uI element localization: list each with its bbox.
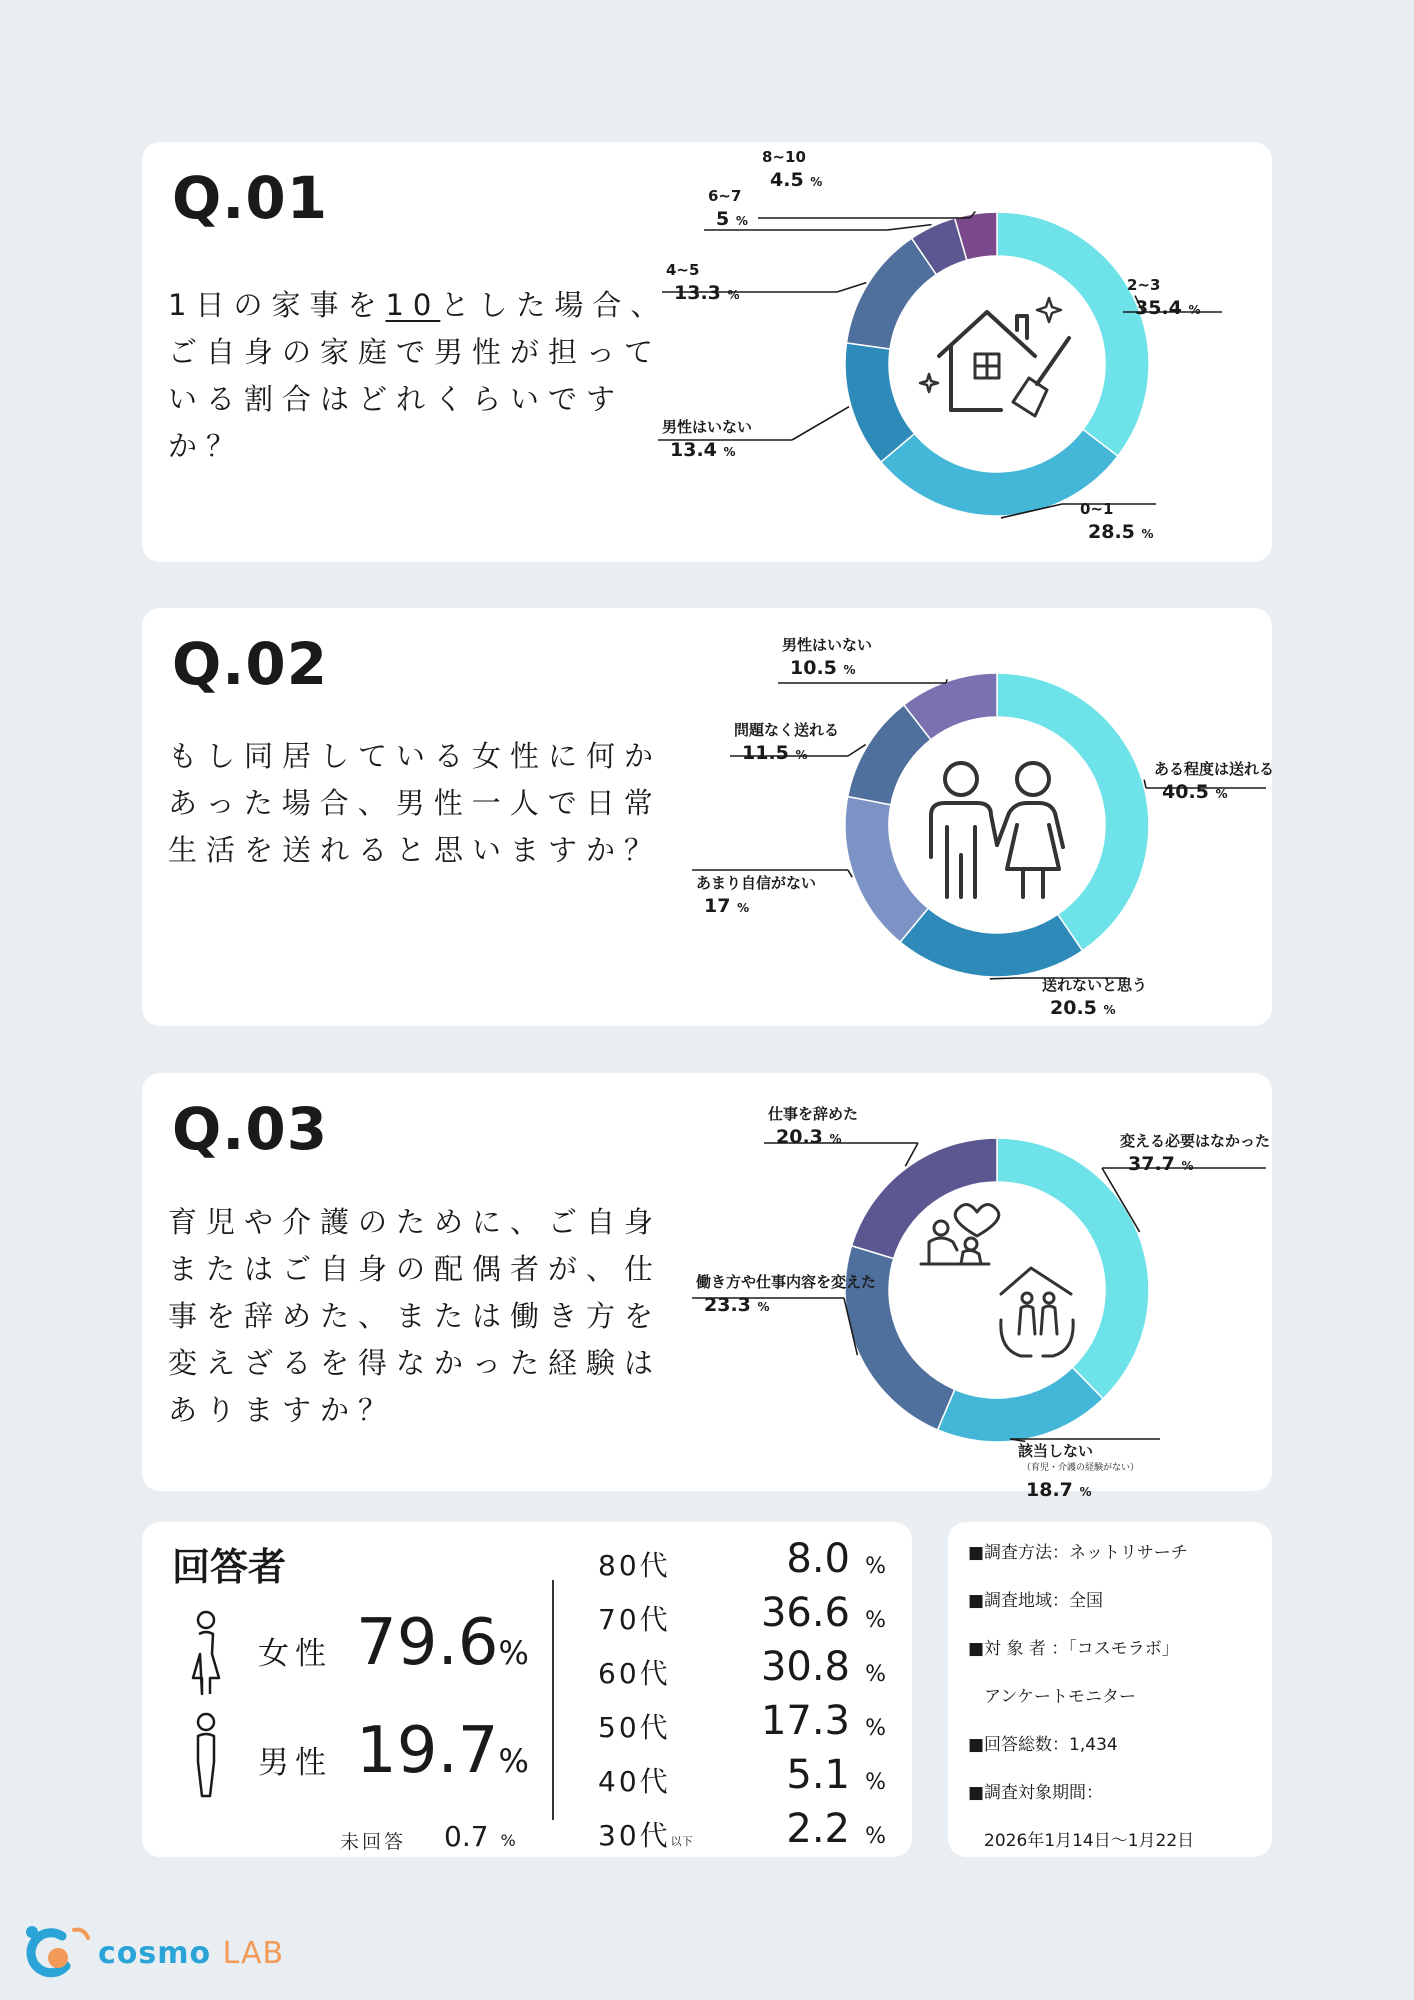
age-label: 60代 xyxy=(598,1657,671,1690)
leader-line xyxy=(792,407,849,440)
age-pct: % xyxy=(865,1770,886,1795)
age-pct: % xyxy=(865,1662,886,1687)
slice-value: 40.5 % xyxy=(1162,781,1228,803)
slice-sublabel: （育児・介護の経験がない） xyxy=(1022,1463,1140,1473)
q1-question-underline: 10 xyxy=(385,288,441,322)
age-pct: % xyxy=(865,1554,886,1579)
respondents-card xyxy=(142,1522,912,1857)
age-pct: % xyxy=(865,1824,886,1849)
leader-line xyxy=(837,283,866,292)
slice-value: 5 % xyxy=(716,208,748,230)
male-value: 19.7 xyxy=(356,1714,499,1788)
slice-label: 変える必要はなかった xyxy=(1120,1132,1271,1150)
cosmo-lab-logo-icon xyxy=(22,1922,94,1980)
age-row-60 xyxy=(598,1644,898,1694)
q1-donut-chart xyxy=(142,142,1272,562)
age-label: 40代 xyxy=(598,1765,671,1798)
slice-label: あまり自信がない xyxy=(696,874,817,892)
info-total: ■回答総数：1,434 xyxy=(968,1735,1118,1755)
slice-label: 男性はいない xyxy=(662,418,753,436)
female-pct: % xyxy=(498,1634,529,1672)
slice-label: 0~1 xyxy=(1080,500,1114,518)
female-value: 79.6 xyxy=(356,1606,499,1680)
slice-value: 23.3 % xyxy=(704,1294,770,1316)
house-broom-icon xyxy=(920,298,1069,416)
leader-line xyxy=(990,978,1016,979)
donut-slice xyxy=(997,1138,1149,1399)
unanswered-value: 0.7 xyxy=(444,1820,489,1853)
age-value: 5.1 xyxy=(786,1752,850,1798)
info-target: ■対 象 者 ：「コスモラボ」 xyxy=(968,1639,1179,1659)
slice-value: 10.5 % xyxy=(790,657,856,679)
leader-line xyxy=(887,225,931,230)
slice-label: 問題なく送れる xyxy=(734,721,840,739)
slice-label: 4~5 xyxy=(666,261,700,279)
slice-label: 6~7 xyxy=(708,187,742,205)
couple-icon xyxy=(931,763,1063,897)
male-label: 男性 xyxy=(258,1745,332,1781)
q1-card xyxy=(142,142,1272,562)
respondents-divider xyxy=(552,1580,554,1820)
slice-value: 13.4 % xyxy=(670,439,736,461)
logo-word-lab: LAB xyxy=(222,1936,285,1971)
age-label: 30代 xyxy=(598,1819,671,1852)
slice-label: 働き方や仕事内容を変えた xyxy=(696,1273,877,1291)
q3-card xyxy=(142,1073,1272,1501)
info-region: ■調査地域：全国 xyxy=(968,1591,1104,1611)
q2-donut-chart xyxy=(142,608,1275,1026)
age-value: 36.6 xyxy=(760,1590,850,1636)
slice-value: 18.7 % xyxy=(1026,1479,1092,1501)
q3-donut-chart xyxy=(142,1073,1272,1501)
q3-question: 育児や介護のために、ご自身またはご自身の配偶者が、仕事を辞めた、または働き方を変えざるを得なかった経験はありますか？ xyxy=(168,1205,663,1427)
slice-value: 20.5 % xyxy=(1050,997,1116,1019)
cosmo-lab-logo-text xyxy=(98,1936,284,1971)
slice-value: 28.5 % xyxy=(1088,521,1154,543)
unanswered-value-wrap xyxy=(444,1820,516,1853)
age-value: 30.8 xyxy=(760,1644,850,1690)
age-sublabel: 以下 xyxy=(670,1835,693,1848)
respondents-title: 回答者 xyxy=(172,1545,287,1589)
age-pct: % xyxy=(865,1608,886,1633)
age-value: 2.2 xyxy=(786,1806,850,1852)
age-label: 50代 xyxy=(598,1711,671,1744)
childcare-eldercare-icon xyxy=(921,1204,1073,1356)
male-icon xyxy=(188,1712,224,1798)
slice-label: 仕事を辞めた xyxy=(768,1105,859,1123)
age-list xyxy=(598,1536,898,1856)
age-row-40 xyxy=(598,1752,898,1802)
slice-label: 2~3 xyxy=(1127,276,1161,294)
male-pct: % xyxy=(498,1742,529,1780)
female-icon xyxy=(186,1610,226,1696)
survey-info-card xyxy=(948,1522,1272,1857)
info-target-cont: アンケートモニター xyxy=(984,1687,1136,1707)
donut-slice xyxy=(997,673,1149,951)
q2-card xyxy=(142,608,1275,1026)
q1-question-post: とした場合、ご自身の家庭で男性が担っている割合はどれくらいですか？ xyxy=(168,288,669,463)
age-row-50 xyxy=(598,1698,898,1748)
unanswered-pct: % xyxy=(500,1831,516,1850)
age-label-wrap xyxy=(598,1814,693,1854)
female-label: 女性 xyxy=(258,1636,332,1672)
q3-number: Q.03 xyxy=(172,1095,329,1163)
donut-slice xyxy=(997,212,1149,456)
slice-value: 20.3 % xyxy=(776,1126,842,1148)
female-value-wrap xyxy=(356,1606,529,1680)
slice-label: 該当しない xyxy=(1018,1442,1094,1460)
age-row-70 xyxy=(598,1590,898,1640)
donut-slice xyxy=(845,797,928,943)
q2-number: Q.02 xyxy=(172,630,329,698)
leader-line xyxy=(946,679,947,683)
age-value: 8.0 xyxy=(786,1536,850,1582)
slice-value: 17 % xyxy=(704,895,750,917)
info-method: ■調査方法：ネットリサーチ xyxy=(968,1543,1188,1563)
info-period: ■調査対象期間： xyxy=(968,1783,1104,1803)
male-value-wrap xyxy=(356,1714,529,1788)
slice-value: 11.5 % xyxy=(742,742,808,764)
slice-value: 13.3 % xyxy=(674,282,740,304)
slice-label: 8~10 xyxy=(762,148,806,166)
donut-slice xyxy=(900,908,1082,977)
age-label: 80代 xyxy=(598,1549,671,1582)
slice-label: 男性はいない xyxy=(782,636,873,654)
donut-slice xyxy=(938,1367,1104,1442)
slice-value: 4.5 % xyxy=(770,169,823,191)
logo-word-cosmo: cosmo xyxy=(98,1936,212,1971)
unanswered-label: 未回答 xyxy=(340,1831,407,1853)
q2-question: もし同居している女性に何かあった場合、男性一人で日常生活を送れると思いますか？ xyxy=(168,739,663,867)
age-label: 70代 xyxy=(598,1603,671,1636)
slice-value: 37.7 % xyxy=(1128,1153,1194,1175)
info-period-dates: 2026年1月14日〜1月22日 xyxy=(984,1831,1195,1851)
slice-label: 送れないと思う xyxy=(1042,976,1148,994)
slice-value: 35.4 % xyxy=(1135,297,1201,319)
age-row-80 xyxy=(598,1536,898,1586)
age-pct: % xyxy=(865,1716,886,1741)
slice-label: ある程度は送れる xyxy=(1154,760,1275,778)
q1-question-pre: 1日の家事を xyxy=(168,288,386,322)
age-value: 17.3 xyxy=(760,1698,850,1744)
q1-number: Q.01 xyxy=(172,164,329,232)
age-row-30 xyxy=(598,1806,898,1856)
